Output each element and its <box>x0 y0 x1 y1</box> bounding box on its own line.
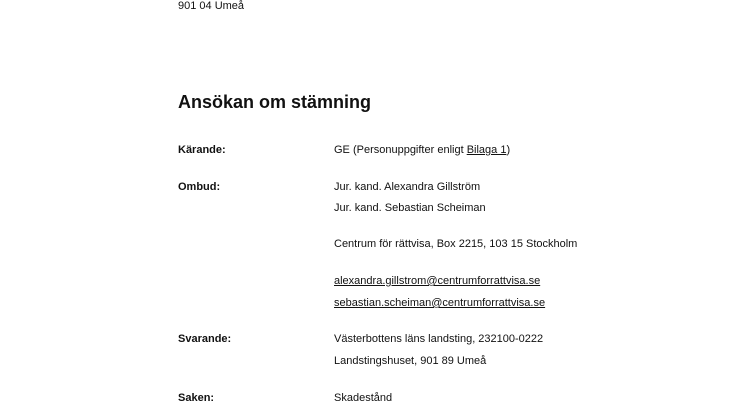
ombud-name-2: Jur. kand. Sebastian Scheiman <box>334 202 486 214</box>
ombud-email-2-link[interactable]: sebastian.scheiman@centrumforrattvisa.se <box>334 297 546 309</box>
ombud-email-1-link[interactable]: alexandra.gillstrom@centrumforrattvisa.se <box>334 275 541 287</box>
bilaga-1-link[interactable]: Bilaga 1 <box>466 144 507 156</box>
svarande-line-1: Västerbottens läns landsting, 232100-0222 <box>334 333 544 345</box>
ombud-name-1: Jur. kand. Alexandra Gillström <box>334 181 481 193</box>
karande-label: Kärande: <box>178 144 226 156</box>
saken-label: Saken: <box>178 392 215 404</box>
karande-value <box>334 143 510 157</box>
karande-text-suffix: ) <box>506 144 511 156</box>
svarande-line-2: Landstingshuset, 901 89 Umeå <box>334 355 487 367</box>
recipient-address-line: 901 04 Umeå <box>178 0 245 12</box>
ombud-address: Centrum för rättvisa, Box 2215, 103 15 Stockholm <box>334 238 578 250</box>
svarande-label: Svarande: <box>178 333 232 345</box>
document-title: Ansökan om stämning <box>178 92 372 112</box>
saken-value: Skadestånd <box>334 392 393 404</box>
ombud-label: Ombud: <box>178 181 221 193</box>
karande-text-prefix: GE (Personuppgifter enligt <box>334 144 467 156</box>
